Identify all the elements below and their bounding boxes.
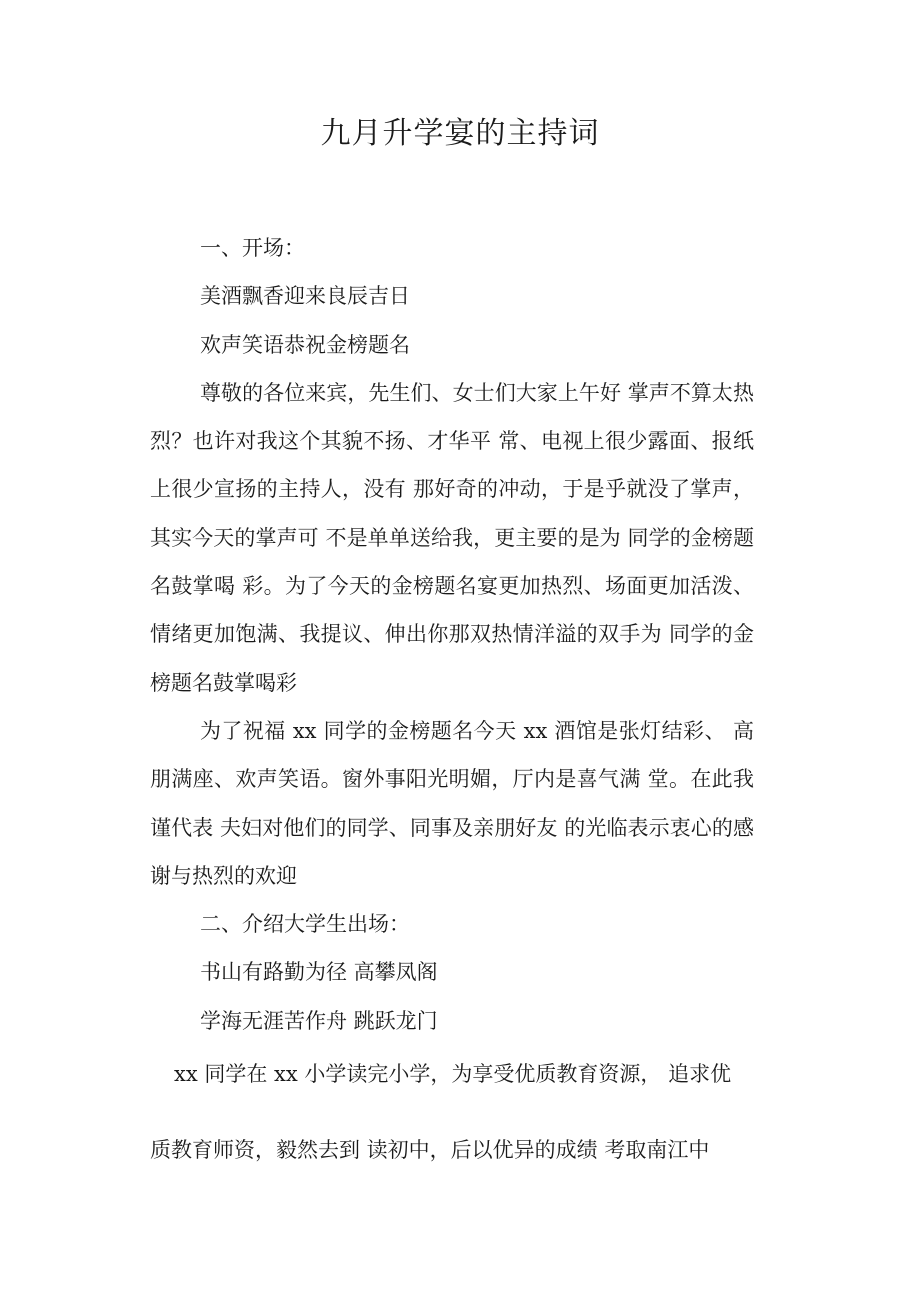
couplet-line-2: 欢声笑语恭祝金榜题名 bbox=[200, 332, 410, 357]
couplet-line-1: 美酒飘香迎来良辰吉日 bbox=[200, 284, 410, 309]
student-intro-line-1: xx 同学在 xx 小学读完小学，为享受优质教育资源， 追求优 bbox=[174, 1062, 732, 1086]
student-intro-line-2: 质教育师资，毅然去到 读初中，后以优异的成绩 考取南江中 bbox=[150, 1138, 710, 1162]
blessing-paragraph: 为了祝福 xx 同学的金榜题名今天 xx 酒馆是张灯结彩、 高朋满座、欢声笑语。窗外事阳光明媚，厅内是喜气满 堂。在此我谨代表 夫妇对他们的同学、同事及亲朋好友 的光临表示衷心的感谢与热烈的欢迎 bbox=[150, 718, 754, 888]
opening-speech-paragraph: 尊敬的各位来宾，先生们、女士们大家上午好 掌声不算太热烈？也许对我这个其貌不扬、才华平 常、电视上很少露面、报纸上很少宣扬的主持人，没有 那好奇的冲动，于是乎就没了掌声，其实今天的掌声可 不是单单送给我，更主要的是为 同学的金榜题名鼓掌喝 彩。为了今天的金榜题名宴更加热烈、场面更加活泼、 情绪更加饱满、我提议、伸出你那双热情洋溢的双手为 同学的金榜题名鼓掌喝彩 bbox=[150, 380, 754, 695]
section-heading-opening: 一、开场： bbox=[200, 236, 305, 260]
document-body bbox=[150, 224, 754, 1045]
couplet-line-3: 书山有路勤为径 高攀凤阁 bbox=[200, 960, 438, 985]
document-title: 九月升学宴的主持词 bbox=[320, 116, 600, 151]
section-heading-introduction: 二、介绍大学生出场： bbox=[200, 912, 410, 937]
couplet-line-4: 学海无涯苦作舟 跳跃龙门 bbox=[200, 1008, 438, 1033]
